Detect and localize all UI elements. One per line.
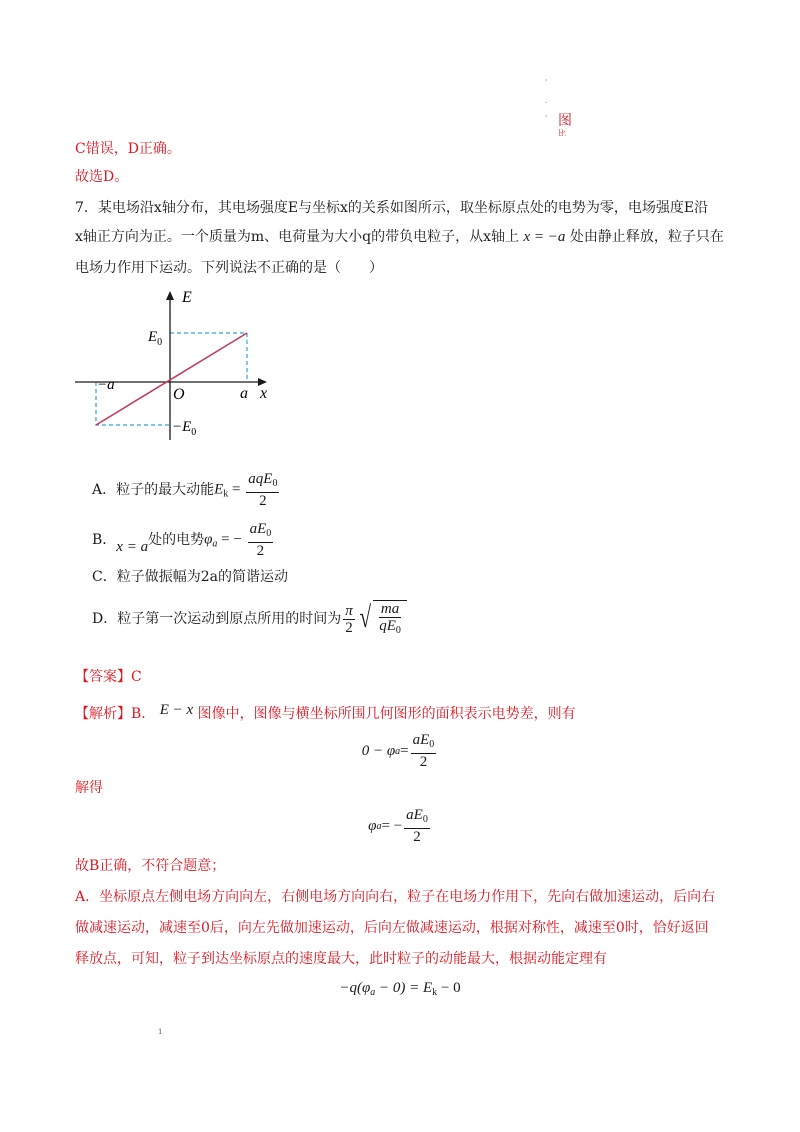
option-b-den: 2 (256, 543, 265, 559)
eq3-mid: − 0) = E (375, 980, 433, 996)
option-d (92, 596, 407, 642)
option-a-num: aqE (248, 471, 273, 487)
option-b-mid: 处的电势 (148, 532, 205, 548)
top-fragment: ' . ' 图 比 (545, 78, 572, 136)
footer-mark: 1 (158, 1028, 163, 1036)
eq2-num: aE (406, 807, 423, 823)
eq1-fraction (411, 732, 437, 770)
eq1-num-sub: 0 (429, 739, 435, 750)
question-line-3: 电场力作用下运动。下列说法不正确的是（ ） (75, 260, 383, 276)
option-b-lhs-sub: a (212, 538, 218, 550)
eq2-num-sub: 0 (422, 814, 428, 825)
equation-2 (0, 805, 800, 847)
eq3-lhs: −q(φ (339, 980, 371, 996)
eq3-sub: a (370, 987, 376, 998)
option-d-sqrt: √ $\frac{ma}{qE_0}$ (357, 600, 407, 639)
prev-line-2: 故选D。 (75, 169, 129, 185)
option-a (92, 470, 281, 510)
question-text-1: 某电场沿x轴分布，其电场强度E与坐标x的关系如图所示，取坐标原点处的电势为零，电场强度E沿 (97, 200, 709, 216)
equation-3 (0, 980, 800, 998)
question-text-2b: 处由静止释放，粒子只在 (569, 229, 724, 245)
label-a: a (240, 385, 248, 402)
option-b-fraction (248, 521, 274, 559)
analysis-line (75, 700, 576, 724)
option-a-lhs: E (214, 481, 224, 498)
eq2-lhs: φ (368, 817, 377, 834)
eq3-sub2: k (432, 987, 438, 998)
option-a-lhs-sub: k (223, 488, 229, 500)
label-x-axis: x (260, 385, 268, 402)
option-d-pi: π (345, 602, 353, 619)
question-number: 7． (75, 200, 98, 216)
eq2-eq: = − (381, 817, 403, 834)
eq2-fraction (404, 807, 430, 845)
analysis-rest: 图像中，图像与横坐标所围几何图形的面积表示电势差，则有 (197, 706, 576, 722)
question-text-2a: x轴正方向为正。一个质量为m、电荷量为大小q的带负电粒子，从x轴上 (75, 229, 520, 245)
analysis-a-line-3: 释放点，可知，粒子到达坐标原点的速度最大，此时粒子的动能最大，根据动能定理有 (75, 951, 607, 967)
option-d-sqrt-num: ma (380, 600, 400, 617)
option-b-num: aE (249, 521, 267, 537)
option-a-num-sub: 0 (272, 478, 278, 489)
option-d-two: 2 (345, 619, 353, 636)
question-line-1 (75, 198, 708, 218)
label-origin: O (173, 386, 185, 403)
label-y-axis: E (182, 289, 192, 306)
fragment-mark: 图 (558, 113, 572, 129)
option-a-fraction (246, 471, 279, 509)
option-d-text: D．粒子第一次运动到原点所用的时间为 (92, 611, 342, 627)
question-line-2 (75, 227, 724, 247)
eq2-den: 2 (413, 829, 421, 845)
eq1-lhs-sub: a (395, 745, 401, 757)
eq3-end: − 0 (437, 980, 461, 996)
option-a-formula (214, 471, 281, 509)
option-b-formula (204, 521, 275, 559)
option-c: C．粒子做振幅为2a的简谐运动 (92, 569, 288, 585)
eq1-lhs: 0 − φ (361, 742, 396, 759)
option-d-sqrt-den: qE (379, 617, 396, 634)
option-b-eq: = − (217, 531, 242, 548)
eq2-lhs-sub: a (376, 820, 382, 832)
equation-1 (0, 730, 800, 772)
option-b (92, 520, 275, 560)
fragment-small: 比 (558, 129, 566, 136)
eq1-den: 2 (419, 754, 428, 770)
question-position: x = −a (523, 229, 566, 245)
option-d-formula (341, 600, 407, 639)
ex-graph (70, 285, 280, 445)
eq1-eq: = (400, 742, 409, 759)
label-neg-e0: $-E_0$ (172, 419, 197, 438)
y-axis-arrow (166, 291, 174, 300)
option-a-text: A．粒子的最大动能 (92, 482, 215, 498)
option-d-sqrt-den-sub: 0 (395, 624, 401, 636)
label-neg-a: −a (97, 377, 115, 393)
analysis-label: 【解析】B． (75, 706, 156, 722)
prev-line-1: C错误，D正确。 (75, 141, 181, 157)
answer-label: 【答案】C (75, 669, 142, 685)
analysis-a-line-2: 做减速运动，减速至0后，向左先做加速运动，后向左做减速运动，根据对称性，减速至0时，恰好返回 (75, 920, 709, 936)
option-b-lhs: φ (204, 531, 213, 548)
label-e0: $E_0$ (148, 329, 163, 348)
analysis-math: E − x (159, 702, 194, 718)
conclusion-b: 故B正确，不符合题意； (75, 858, 226, 874)
option-d-sqrt-fraction (377, 601, 403, 639)
eq1-num: aE (412, 732, 430, 748)
option-b-prefix: B． (92, 532, 117, 548)
field-line (96, 333, 247, 425)
option-b-num-sub: 0 (266, 528, 272, 539)
option-b-position: x = a (116, 539, 149, 555)
option-a-den: 2 (259, 493, 267, 509)
option-a-eq: = (228, 481, 245, 498)
option-d-pi-fraction (343, 603, 355, 636)
solve-label: 解得 (75, 780, 103, 796)
analysis-a-line-1: A．坐标原点左侧电场方向向左，右侧电场方向向右，粒子在电场力作用下，先向右做加速运动，后向右 (75, 889, 716, 905)
